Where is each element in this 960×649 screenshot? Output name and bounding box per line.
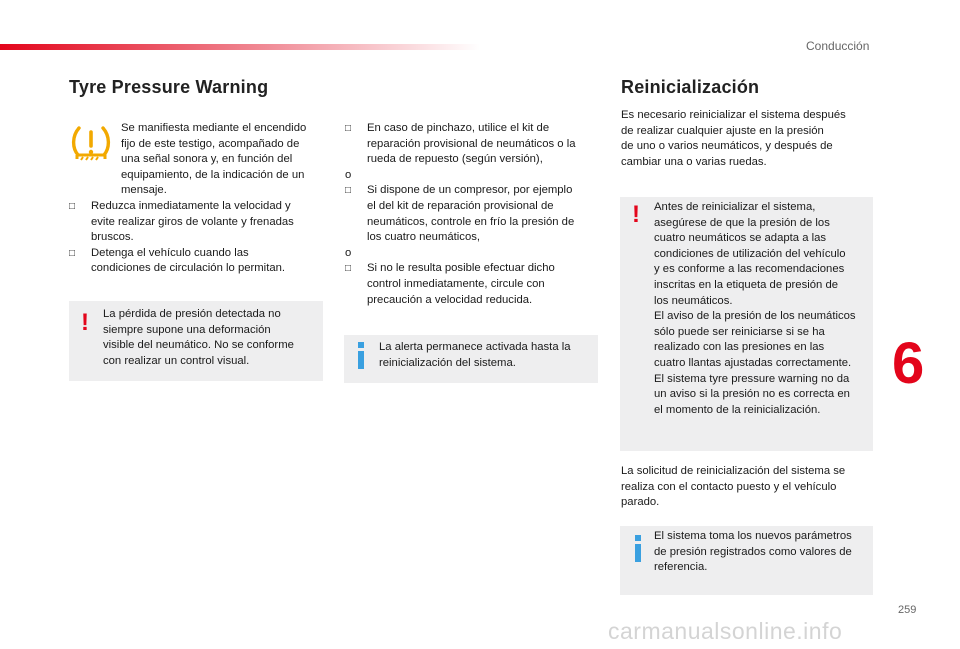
info-text: El sistema toma los nuevos parámetros de presión registrados como valores de referencia. [654, 530, 852, 574]
info-icon [354, 342, 370, 370]
tyre-pressure-warning-icon [70, 124, 112, 164]
list-item: □ En caso de pinchazo, utilice el kit de reparación provisional de neumáticos o la rueda de repuesto (según versión), [345, 122, 576, 166]
left-warning-box [69, 301, 323, 381]
checkbox-bullet-icon: □ [69, 201, 76, 212]
warning-text: Antes de reinicializar el sistema, asegúrese de que la presión de los cuatro neumáticos se adapta a las condiciones de utilización del vehículo y es conforme a las recomendaciones inscritas en la etiqueta de presión de los neumáticos. El aviso de la presión de los neumáticos sólo puede ser reiniciarse si se ha realizado con las presiones en las cuatro llantas ajustadas correctamente. El sistema tyre pressure warning no da un aviso si la presión no es correcta en el momento de la reinicialización. [654, 201, 856, 416]
right-title: Reinicialización [621, 77, 760, 97]
checkbox-bullet-icon: □ [345, 185, 352, 197]
checkbox-bullet-icon: □ [345, 123, 352, 134]
list-item: □ Reduzca inmediatamente la velocidad y evite realizar giros de volante y frenadas bruscos. [69, 200, 294, 244]
info-text: La alerta permanece activada hasta la reinicialización del sistema. [379, 341, 571, 369]
page-number: 259 [898, 604, 917, 616]
header-accent-bar [0, 44, 480, 50]
section-label: Conducción [806, 39, 870, 53]
info-icon [631, 535, 647, 563]
checkbox-bullet-icon: □ [69, 247, 76, 259]
right-request-text: La solicitud de reinicialización del sistema se realiza con el contacto puesto y el vehículo parado. [621, 465, 846, 509]
left-title: Tyre Pressure Warning [69, 77, 269, 97]
right-info-box [620, 526, 873, 595]
warning-text: La pérdida de presión detectada no siempre supone una deformación visible del neumático. No se conforme con realizar un control visual. [103, 308, 294, 367]
list-item: □ Detenga el vehículo cuando las condiciones de circulación lo permitan. [69, 246, 286, 275]
checkbox-bullet-icon: □ [345, 263, 352, 275]
middle-info-box [344, 335, 598, 383]
left-bullets [69, 199, 319, 277]
left-intro: Se manifiesta mediante el encendido fijo de este testigo, acompañado de una señal sonora y, en función del equipamiento, de la indicación de un mensaje. [121, 122, 307, 197]
list-item: □ Si no le resulta posible efectuar dicho control inmediatamente, circule con precaución a velocidad reducida. [345, 262, 555, 306]
chapter-number: 6 [892, 331, 925, 396]
warning-icon: ! [632, 201, 640, 228]
watermark: carmanualsonline.info [608, 618, 843, 644]
list-item: □ Si dispone de un compresor, por ejemplo el del kit de reparación provisional de neumáticos, controle en frío la presión de los cuatro neumáticos, [345, 184, 575, 244]
warning-icon: ! [81, 309, 89, 336]
right-warning-box [620, 197, 873, 451]
middle-text: □ En caso de pinchazo, utilice el kit de reparación provisional de neumáticos o la rueda de repuesto (según versión), o □ Si dispone de un compresor, por ejemplo el del kit de reparación provisional de neumáticos, controle en frío la presión de los cuatro neumáticos, o □ Si no le resulta posible efectuar dicho control inmediatamente, circule con precaución a velocidad reducida. [345, 121, 595, 308]
right-intro: Es necesario reinicializar el sistema después de realizar cualquier ajuste en la presión de uno o varios neumáticos, y después de cambiar una o varias ruedas. [621, 109, 846, 168]
